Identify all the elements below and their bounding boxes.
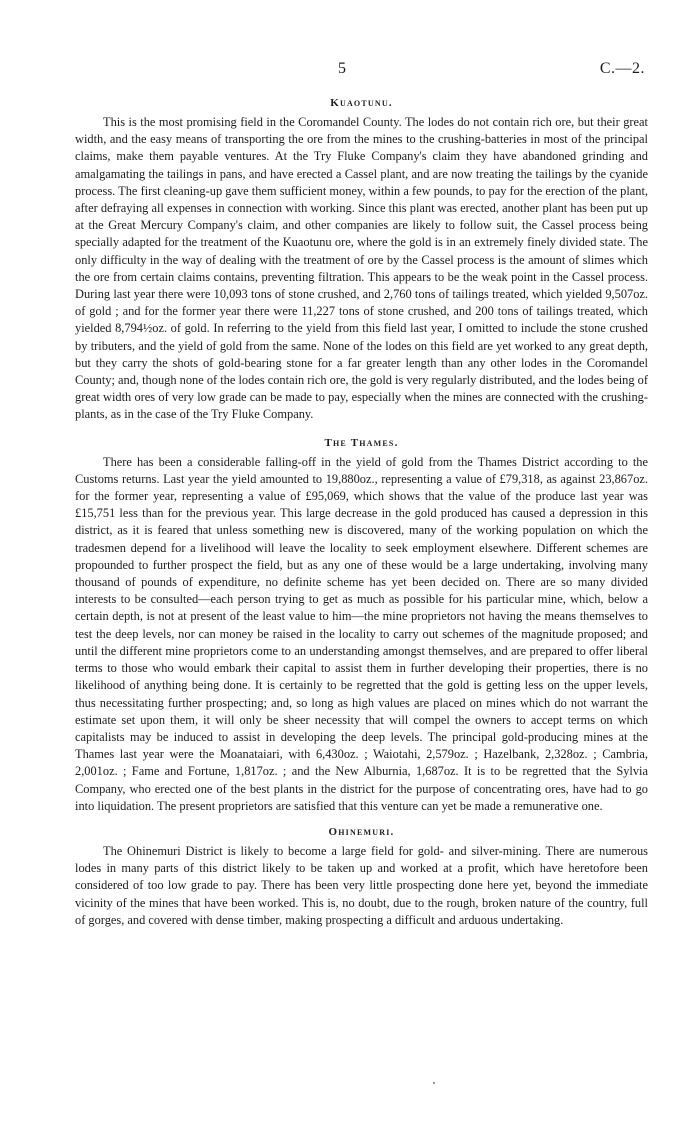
section-heading-thames: The Thames. [324, 436, 399, 449]
page-header [0, 60, 700, 84]
section-body-thames: There has been a considerable falling-off in the yield of gold from the Thames District according to the Customs returns. Last year the yield amounted to 19,880oz., representing a value of £79,318, as against 23,867oz. for the former year, representing a value of £95,069, which shows that the value of the produce last year was £15,751 less than for the previous year. This large decrease in the gold produced has caused a depression in this district, as it is feared that unless something new is discovered, many of the working population on which the tradesmen depend for a livelihood will leave the locality to seek employment elsewhere. Different schemes are propounded to further prospect the field, but as any one of these would be a large undertaking, involving many thousand of pounds of expenditure, no definite scheme has yet been decided on. There are so many divided interests to be consulted—each person trying to get as much as possible for his particular mine, which, below a certain depth, is not at present of the least value to him—the mine proprietors not having the means themselves to test the deep levels, nor can money be raised in the locality to carry out schemes of the magnitude proposed; and until the different mine proprietors come to an understanding amongst themselves, and are prepared to offer liberal terms to those who would embark their capital to assist them in further developing their properties, there is no likelihood of anything being done. It is certainly to be regretted that the gold is getting less on the upper levels, thus necessitating further prospecting; and, so long as high values are placed on mines which do not warrant the estimate set upon them, it will only be sheer necessity that will compel the owners to accept terms on which capitalists may be induced to assist in developing the deep levels. The principal gold-producing mines at the Thames last year were the Moanataiari, with 6,430oz. ; Waiotahi, 2,579oz. ; Hazelbank, 2,328oz. ; Cambria, 2,001oz. ; Fame and Fortune, 1,817oz. ; and the New Alburnia, 1,687oz. It is to be regretted that the Sylvia Company, who erected one of the best plants in the district for the purpose of concentrating ores, have had to go into liquidation. The present proprietors are satisfied that this venture can yet be made a remunerative one. [75, 454, 648, 813]
section-heading-kuaotunu: Kuaotunu. [330, 97, 393, 109]
text-column [75, 96, 648, 929]
section-body-ohinemuri: The Ohinemuri District is likely to become a large field for gold- and silver-mining. There are numerous lodes in many parts of this district likely to be taken up and worked at a profit, which have heretofore been considered of too low grade to pay. There has been very little prospecting done here yet, beyond the immediate vicinity of the mines that have been worked. This is, no doubt, due to the rough, broken nature of the country, full of gorges, and covered with dense timber, making prospecting a difficult and arduous undertaking. [75, 843, 648, 927]
section-body-kuaotunu: This is the most promising field in the Coromandel County. The lodes do not contain rich ore, but their great width, and the easy means of transporting the ore from the mines to the crushing-batteries in most of the principal claims, make them payable ventures. At the Try Fluke Company's claim they have abandoned grinding and amalgamating the tailings in pans, and have erected a Cassel plant, and are now treating the tailings by the cyanide process. The first cleaning-up gave them sufficient money, within a few pounds, to pay for the erection of the plant, after defraying all expenses in connection with working. Since this plant was erected, another plant has been put up at the Great Mercury Company's claim, and other companies are likely to follow suit, the Cassel process being specially adapted for the treatment of the Kuaotunu ore, where the gold is in an extremely finely divided state. The only difficulty in the way of dealing with the treatment of ore by the Cassel process is the amount of slimes which the ore from certain claims contains, preventing filtration. This appears to be the weak point in the Cassel process. During last year there were 10,093 tons of stone crushed, and 2,760 tons of tailings treated, which yielded 9,507oz. of gold ; and for the former year there were 11,227 tons of stone crushed, and 200 tons of tailings treated, which yielded 8,794½oz. of gold. In referring to the yield from this field last year, I omitted to include the stone crushed by tributers, and the yield of gold from the same. None of the lodes on this field are yet worked to any great depth, but they carry the shots of gold-bearing stone for a far greater length than any other lodes in the Coromandel County; and, though none of the lodes contain rich ore, the gold is very regularly distributed, and the lodes being of great width ores of very low grade can be made to pay, especially when the mines are connected with the crushing-plants, as in the case of the Try Fluke Company. [75, 115, 648, 422]
paper-reference: C.—2. [599, 60, 645, 77]
print-speck [433, 1082, 435, 1084]
page-number: 5 [338, 60, 346, 77]
section-heading-ohinemuri: Ohinemuri. [328, 825, 395, 838]
